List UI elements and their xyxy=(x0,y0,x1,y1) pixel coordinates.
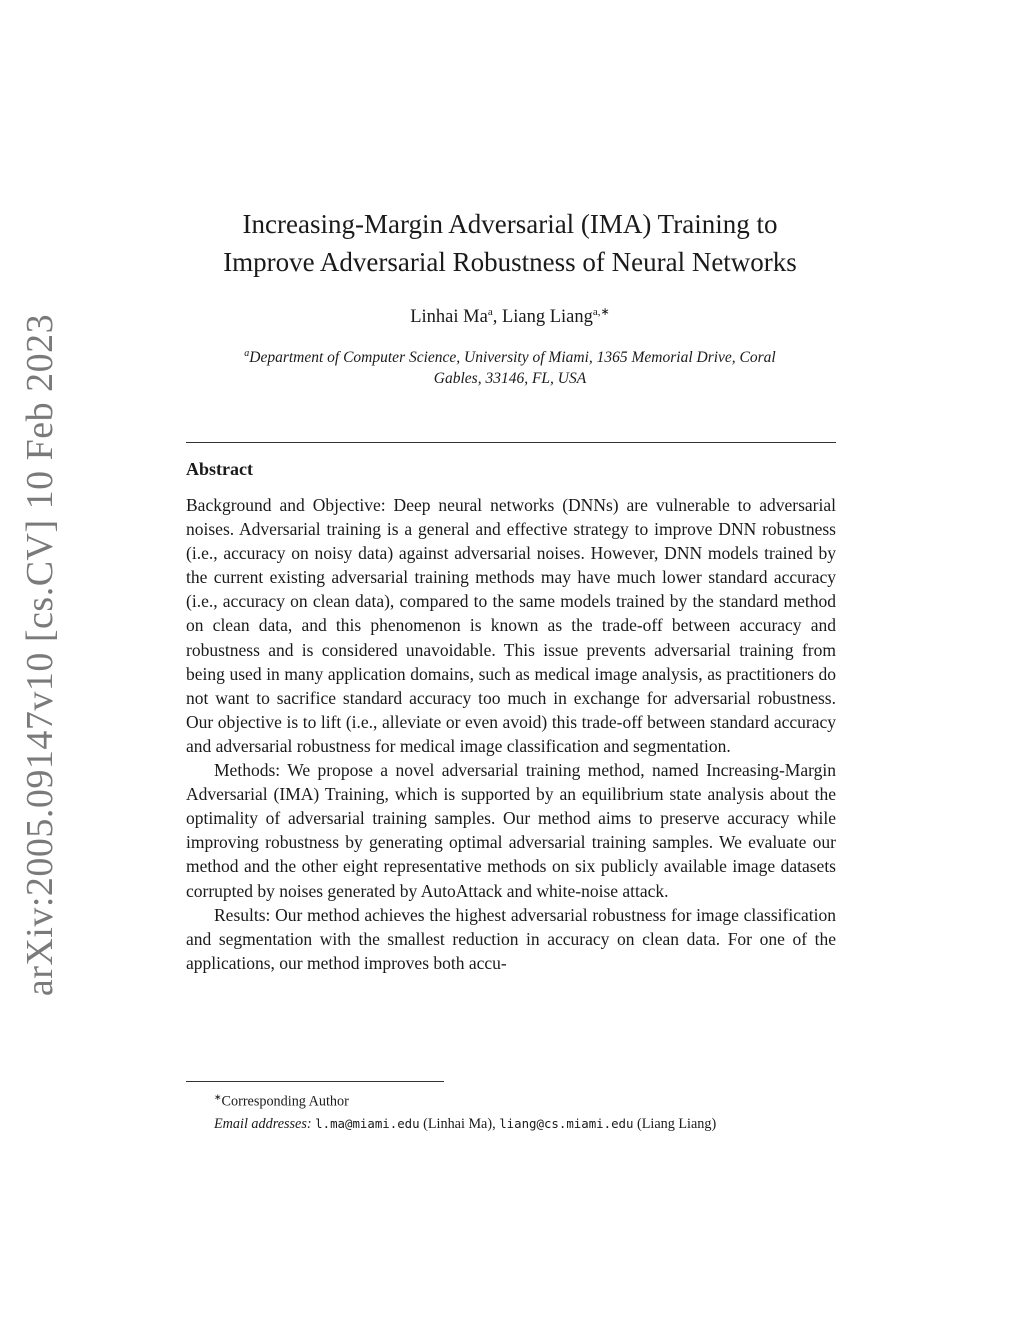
author-name: Linhai Ma xyxy=(410,307,488,328)
abstract-body xyxy=(186,493,836,975)
abstract-paragraph-background: Background and Objective: Deep neural networks (DNNs) are vulnerable to adversarial noises. Adversarial training is a general and effective strategy to improve DNN robustness (i.e., accuracy on noisy data) against adversarial noises. However, DNN models trained by the current existing adversarial training methods may have much lower standard accuracy (i.e., accuracy on clean data), compared to the same models trained by the standard method on clean data, and this phenomenon is known as the trade-off between accuracy and robustness and is considered unavoidable. This issue prevents adversarial training from being used in many application domains, such as medical image analysis, as practitioners do not want to sacrifice standard accuracy too much in exchange for adversarial robustness. Our objective is to lift (i.e., alleviate or even avoid) this trade-off between standard accuracy and adversarial robustness for medical image classification and segmentation. xyxy=(186,495,836,756)
affiliation-line-2: Gables, 33146, FL, USA xyxy=(433,370,587,388)
paper-title xyxy=(150,205,870,281)
affiliation-line-1: $^a$Department of Computer Science, University of Miami, 1365 Memorial Drive, Coral xyxy=(244,348,776,367)
abstract-paragraph-results: Results: Our method achieves the highest adversarial robustness for image classification and segmentation with the smallest reduction in accuracy on clean data. For one of the applications, our method improves both accu- xyxy=(186,904,836,973)
affiliation-mark: a xyxy=(487,306,493,318)
email-addresses-note: Email addresses: l.ma@miami.edu (Linhai Ma), liang@cs.miami.edu (Liang Liang) xyxy=(214,1115,717,1132)
corresponding-author-note: ∗Corresponding Author xyxy=(214,1092,349,1110)
title-line-1: Increasing-Margin Adversarial (IMA) Training to xyxy=(242,209,778,239)
footnote-divider xyxy=(186,1081,444,1082)
affiliation-mark: a xyxy=(244,348,250,359)
arxiv-identifier-stamp: arXiv:2005.09147v10 [cs.CV] 10 Feb 2023 xyxy=(19,313,61,997)
email-link[interactable]: liang@cs.miami.edu xyxy=(499,1115,634,1131)
affiliation xyxy=(180,343,840,389)
email-label: Email addresses: xyxy=(214,1115,312,1132)
title-line-2: Improve Adversarial Robustness of Neural Networks xyxy=(223,247,797,277)
author-name: Liang Liang xyxy=(501,307,593,328)
author-separator: , xyxy=(492,307,502,328)
header-divider xyxy=(186,442,836,443)
abstract-paragraph-methods: Methods: We propose a novel adversarial training method, named Increasing-Margin Adversarial (IMA) Training, which is supported by an equilibrium state analysis about the optimality of adversarial training samples. Our method aims to preserve accuracy while improving robustness by generating optimal adversarial training samples. We evaluate our method and the other eight representative methods on six publicly available image datasets corrupted by noises generated by AutoAttack and white-noise attack. xyxy=(186,760,836,901)
affiliation-mark: a,∗ xyxy=(592,306,610,318)
email-link[interactable]: l.ma@miami.edu xyxy=(315,1115,420,1131)
author-list xyxy=(150,305,870,328)
abstract-heading: Abstract xyxy=(186,459,253,479)
footnotes xyxy=(186,1087,846,1135)
